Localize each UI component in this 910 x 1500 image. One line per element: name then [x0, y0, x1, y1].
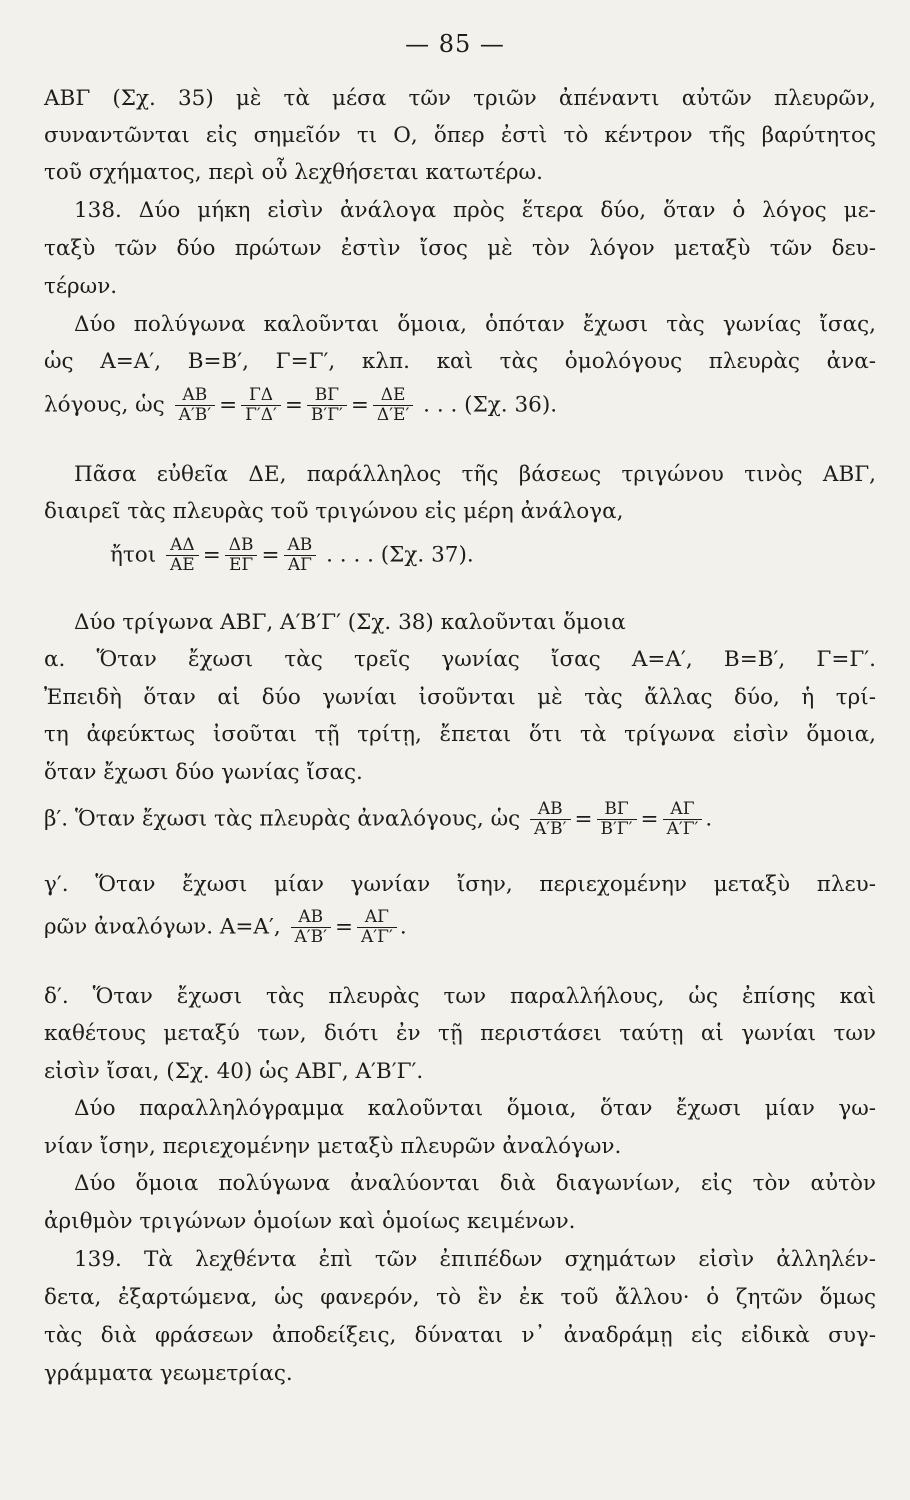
fraction: $\frac{\Delta E}{\Delta'E'}$: [373, 386, 413, 425]
fraction: $\frac{AB}{A'B'}$: [175, 386, 216, 425]
equation-fig37: ἤτοι $\frac{A\Delta}{AE}$ = $\frac{\Delta B}{E\Gamma}$ = $\frac{AB}{A\Gamma}$ . . . . (Σχ. 37).: [110, 535, 474, 575]
text-line: διαιρεῖ τὰς πλευρὰς τοῦ τριγώνου εἰς μέρη ἀνάλογα,: [44, 499, 624, 524]
text-line: τέρων.: [44, 274, 118, 299]
text-line: ὡς Α=Α′, Β=Β′, Γ=Γ′, κλπ. καὶ τὰς ὁμολόγους πλευρὰς ἀνα-: [44, 349, 876, 374]
text-line: α. Ὅταν ἔχωσι τὰς τρεῖς γωνίας ἴσας Α=Α′, Β=Β′, Γ=Γ′.: [44, 647, 876, 672]
text-line: νίαν ἴσην, περιεχομένην μεταξὺ πλευρῶν ἀναλόγων.: [44, 1134, 622, 1159]
text-line: ἀριθμὸν τριγώνων ὁμοίων καὶ ὁμοίως κειμένων.: [44, 1209, 576, 1234]
equation-lead: ἤτοι: [110, 542, 157, 568]
case-c-text: ρῶν ἀναλόγων. Α=Α′,: [44, 914, 281, 940]
equation-fig36: λόγους, ὡς $\frac{AB}{A'B'}$ = $\frac{\Gamma\Delta}{\Gamma'\Delta'}$ = $\frac{B\Gamma}{B'\Gamma'}$ = $\frac{\Delta E}{\Delta'E'}$ . . . (Σχ. 36).: [44, 385, 558, 425]
page-number: — 85 —: [405, 30, 505, 58]
text-line: γ′. Ὅταν ἔχωσι μίαν γωνίαν ἴσην, περιεχομένην μεταξὺ πλευ-: [44, 872, 876, 897]
text-line: Δύο τρίγωνα ΑΒΓ, Α′Β′Γ′ (Σχ. 38) καλοῦνται ὅμοια: [74, 610, 626, 635]
fraction: $\frac{AB}{A'B'}$: [530, 800, 571, 839]
case-c-continuation: ρῶν ἀναλόγων. Α=Α′, $\frac{AB}{A'B'}$ = $\frac{A\Gamma}{A'\Gamma'}$ .: [44, 907, 407, 947]
fraction: $\frac{A\Delta}{AE}$: [166, 536, 199, 575]
text-line: συναντῶνται εἰς σημεῖόν τι Ο, ὅπερ ἐστὶ τὸ κέντρον τῆς βαρύτητος: [44, 123, 876, 148]
fraction: $\frac{A\Gamma}{A'\Gamma'}$: [357, 908, 397, 947]
text-line: δ′. Ὅταν ἔχωσι τὰς πλευρὰς των παραλλήλους, ὡς ἐπίσης καὶ: [44, 984, 876, 1009]
fraction: $\frac{A\Gamma}{A'\Gamma'}$: [663, 800, 703, 839]
equation-tail: . . . (Σχ. 36).: [423, 392, 558, 418]
text-line: δετα, ἐξαρτώμενα, ὡς φανερόν, τὸ ἓν ἐκ τοῦ ἄλλου· ὁ ζητῶν ὅμως: [44, 1285, 876, 1310]
text-line: 139. Τὰ λεχθέντα ἐπὶ τῶν ἐπιπέδων σχημάτων εἰσὶν ἀλληλέν-: [74, 1247, 876, 1272]
text-line: 138. Δύο μήκη εἰσὶν ἀνάλογα πρὸς ἕτερα δύο, ὅταν ὁ λόγος με-: [74, 198, 876, 223]
text-line: καθέτους μεταξύ των, διότι ἐν τῇ περιστάσει ταύτῃ αἱ γωνίαι των: [44, 1021, 876, 1046]
fraction: $\frac{B\Gamma}{B'\Gamma'}$: [597, 800, 637, 839]
text-line: γράμματα γεωμετρίας.: [44, 1361, 293, 1386]
text-line: τοῦ σχήματος, περὶ οὗ λεχθήσεται κατωτέρω.: [44, 160, 543, 185]
text-line: Δύο πολύγωνα καλοῦνται ὅμοια, ὁπόταν ἔχωσι τὰς γωνίας ἴσας,: [74, 312, 876, 337]
text-line: Πᾶσα εὐθεῖα ΔΕ, παράλληλος τῆς βάσεως τριγώνου τινὸς ΑΒΓ,: [74, 462, 876, 487]
case-b-text: β′. Ὅταν ἔχωσι τὰς πλευρὰς ἀναλόγους, ὡς: [44, 806, 521, 832]
fraction: $\frac{\Gamma\Delta}{\Gamma'\Delta'}$: [241, 386, 281, 425]
text-line: ταξὺ τῶν δύο πρώτων ἐστὶν ἴσος μὲ τὸν λόγον μεταξὺ τῶν δευ-: [44, 236, 876, 261]
equation-tail: . . . . (Σχ. 37).: [326, 542, 474, 568]
text-line: τη ἀφεύκτως ἰσοῦται τῇ τρίτῃ, ἔπεται ὅτι τὰ τρίγωνα εἰσὶν ὅμοια,: [44, 722, 876, 747]
case-b: β′. Ὅταν ἔχωσι τὰς πλευρὰς ἀναλόγους, ὡς $\frac{AB}{A'B'}$ = $\frac{B\Gamma}{B'\Gamma'}$ = $\frac{A\Gamma}{A'\Gamma'}$ .: [44, 799, 713, 839]
equation-lead: λόγους, ὡς: [44, 392, 165, 418]
fraction: $\frac{B\Gamma}{B'\Gamma'}$: [307, 386, 347, 425]
fraction: $\frac{\Delta B}{E\Gamma}$: [225, 536, 258, 575]
text-line: ΑΒΓ (Σχ. 35) μὲ τὰ μέσα τῶν τριῶν ἀπέναντι αὐτῶν πλευρῶν,: [44, 86, 876, 111]
text-line: Δύο ὅμοια πολύγωνα ἀναλύονται διὰ διαγωνίων, εἰς τὸν αὐτὸν: [74, 1171, 876, 1196]
text-line: ὅταν ἔχωσι δύο γωνίας ἴσας.: [44, 760, 363, 785]
text-line: Δύο παραλληλόγραμμα καλοῦνται ὅμοια, ὅταν ἔχωσι μίαν γω-: [74, 1096, 876, 1121]
text-line: τὰς διὰ φράσεων ἀποδείξεις, δύναται ν᾽ ἀναδράμῃ εἰς εἰδικὰ συγ-: [44, 1323, 876, 1348]
text-line: Ἐπειδὴ ὅταν αἱ δύο γωνίαι ἰσοῦνται μὲ τὰς ἄλλας δύο, ἡ τρί-: [44, 685, 876, 710]
text-line: εἰσὶν ἴσαι, (Σχ. 40) ὡς ΑΒΓ, Α′Β′Γ′.: [44, 1059, 424, 1084]
fraction: $\frac{AB}{A\Gamma}$: [284, 536, 317, 575]
fraction: $\frac{AB}{A'B'}$: [291, 908, 332, 947]
